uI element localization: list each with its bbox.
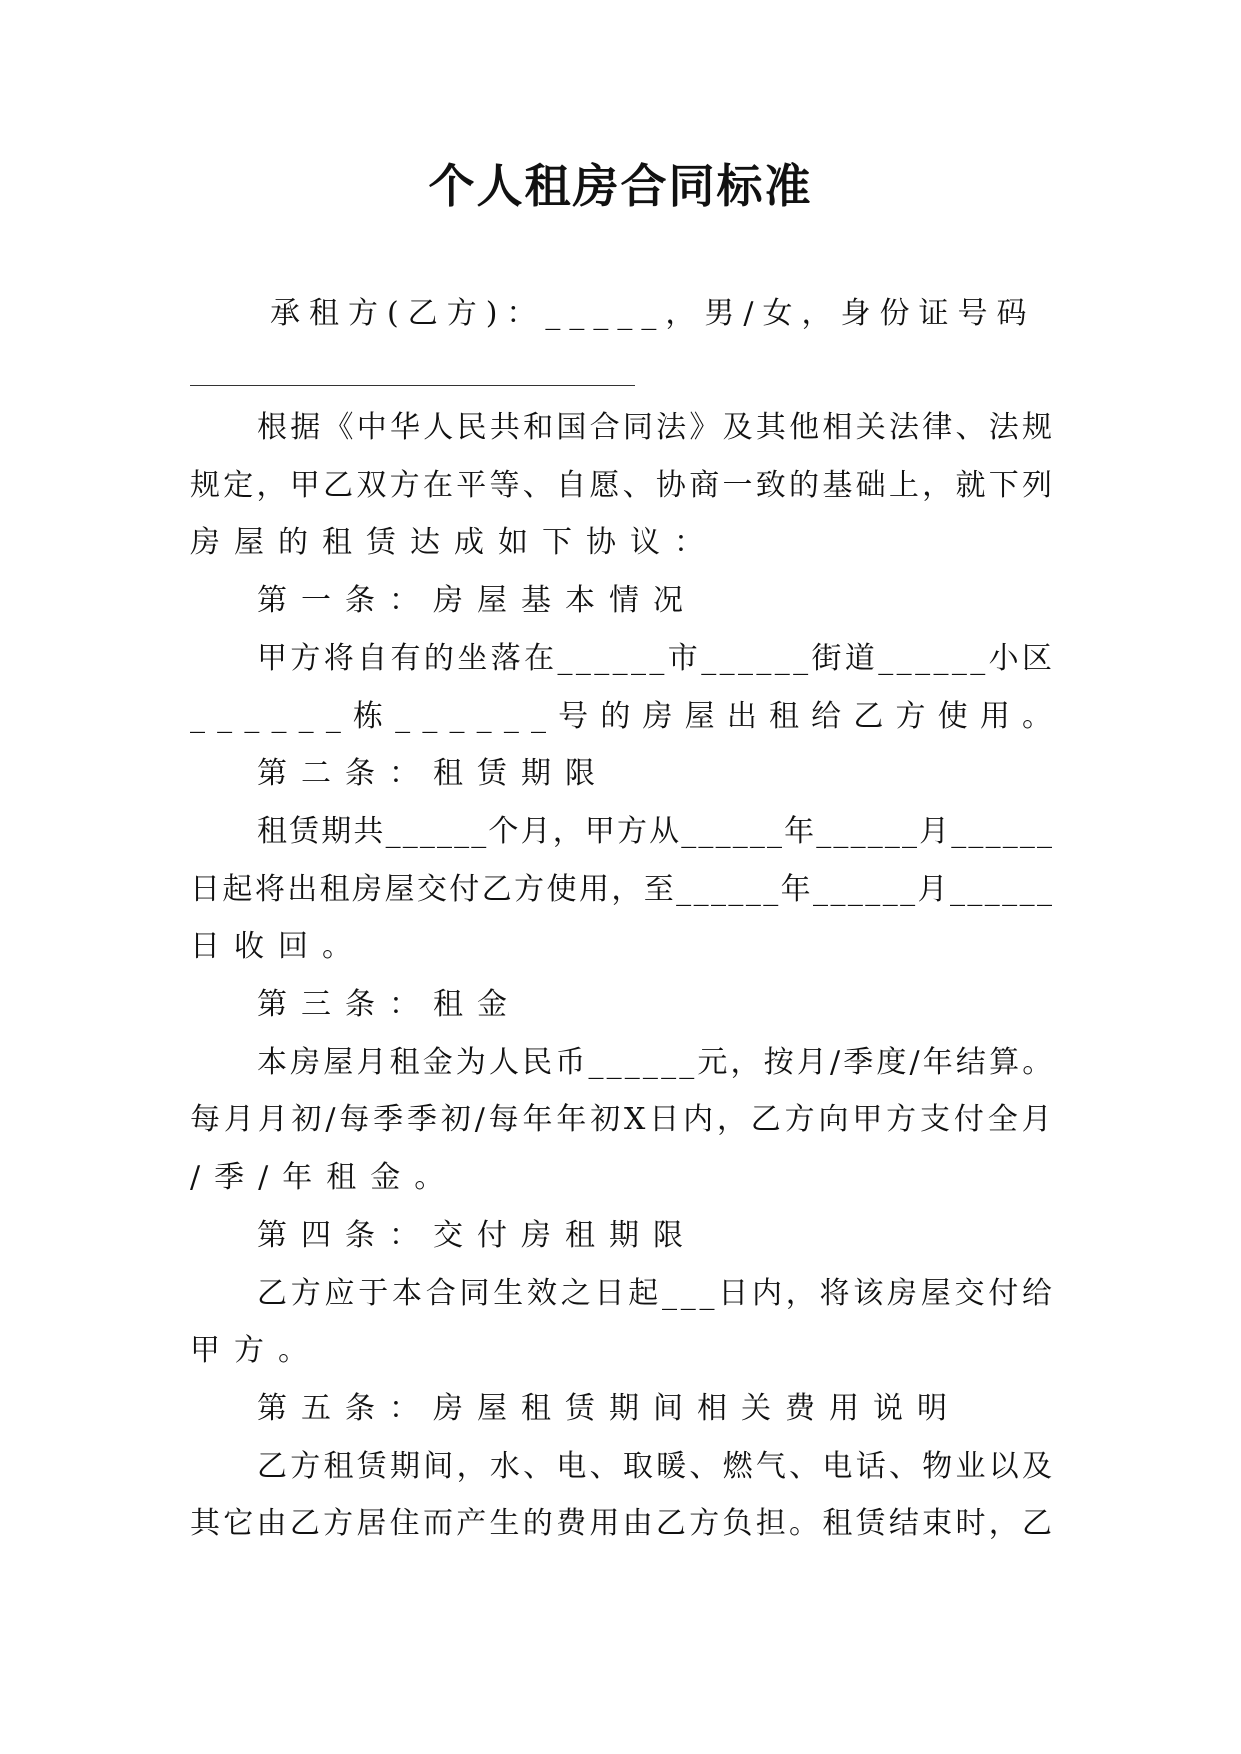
document-title: 个人租房合同标准: [428, 159, 813, 213]
body-line: 甲方将自有的坐落在______市______街道______小区: [257, 640, 1056, 676]
body-line: 乙方租赁期间，水、电、取暖、燃气、电话、物业以及: [257, 1448, 1056, 1484]
tenant-line: 承租方(乙方)：_____，男/女，身份证号码: [270, 296, 1036, 331]
body-line: 第三条：租金: [257, 987, 521, 1022]
body-line: 房屋的租赁达成如下协议：: [190, 525, 718, 561]
body-line: 规定，甲乙双方在平等、自愿、协商一致的基础上，就下列: [190, 467, 1056, 503]
body-line: 每月月初/每季季初/每年年初X日内，乙方向甲方支付全月: [190, 1102, 1056, 1138]
body-line: ______栋______号的房屋出租给乙方使用。: [190, 698, 1065, 734]
body-line: 日起将出租房屋交付乙方使用，至______年______月______: [190, 871, 1055, 907]
body-line: 第二条：租赁期限: [257, 756, 609, 792]
body-line: 其它由乙方居住而产生的费用由乙方负担。租赁结束时，乙: [190, 1506, 1056, 1542]
body-line: 乙方应于本合同生效之日起___日内，将该房屋交付给: [257, 1275, 1056, 1311]
body-line: /季/年租金。: [190, 1160, 459, 1196]
body-line: 本房屋月租金为人民币______元，按月/季度/年结算。: [257, 1044, 1056, 1080]
body-line: 第四条：交付房租期限: [257, 1217, 697, 1253]
body-line: 租赁期共______个月，甲方从______年______月______: [257, 813, 1055, 849]
body-line: 第五条：房屋租赁期间相关费用说明: [257, 1390, 961, 1426]
body-line: 根据《中华人民共和国合同法》及其他相关法律、法规: [257, 410, 1056, 445]
body-line: 第一条：房屋基本情况: [257, 583, 697, 619]
body-line: 甲方。: [190, 1333, 322, 1369]
id-number-blank: [190, 385, 635, 386]
body-line: 日收回。: [190, 929, 366, 965]
